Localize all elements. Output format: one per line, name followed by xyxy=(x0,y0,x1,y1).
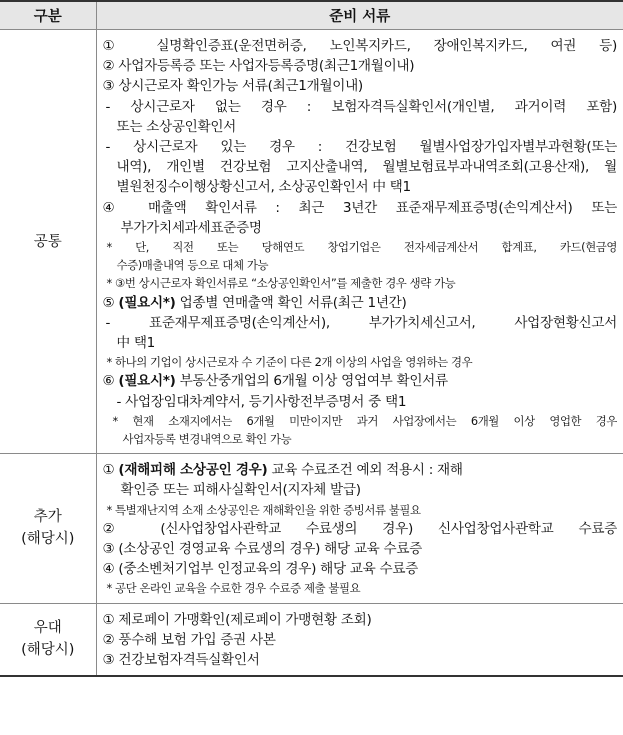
common-line-7: 내역), 개인별 건강보험 고지산출내역, 월별보험료부과내역조회(고용산재), 월 xyxy=(116,159,617,176)
common-note-3: * ③번 상시근로자 확인서류로 “소상공인확인서”를 제출한 경우 생략 가능 xyxy=(106,276,456,291)
category-common-label: 공통 xyxy=(33,233,62,250)
category-additional-label-2: (해당시) xyxy=(21,531,75,548)
common-note-4: * 하나의 기업이 상시근로자 수 기준이 다른 2개 이상의 사업을 영위하는 경우 xyxy=(106,355,473,370)
common-line-11-text: 업종별 연매출액 확인 서류(최근 1년간) xyxy=(179,294,407,311)
preferential-line-1: ① 제로페이 가맹확인(제로페이 가맹현황 조회) xyxy=(102,611,372,628)
preferential-line-2: ② 풍수해 보험 가입 증권 사본 xyxy=(102,631,276,648)
common-line-4: - 상시근로자 없는 경우 : 보험자격득실확인서(개인별, 과거이력 포함) xyxy=(105,98,617,115)
common-line-11-required: (필요시*) xyxy=(118,294,176,311)
common-note-5: * 현재 소재지에서는 6개월 미만이지만 과거 사업장에서는 6개월 이상 영업한 경우 xyxy=(112,413,617,428)
additional-line-5: ④ (중소벤처기업부 인정교육의 경우) 해당 교육 수료증 xyxy=(102,561,418,578)
additional-line-1 xyxy=(103,460,618,480)
additional-line-1-text: 교육 수료조건 예외 적용시 : 재해 xyxy=(271,462,463,479)
table-header-row xyxy=(0,1,623,30)
common-line-14-number: ⑥ xyxy=(102,373,115,390)
common-line-2: ② 사업자등록증 또는 사업자등록증명(최근1개월이내) xyxy=(102,58,415,75)
header-documents: 준비 서류 xyxy=(96,1,623,30)
common-line-9: ④ 매출액 확인서류 : 최근 3년간 표준재무제표증명(손익계산서) 또는 xyxy=(102,199,617,216)
additional-documents xyxy=(96,454,623,603)
additional-line-2: 확인증 또는 피해사실확인서(지자체 발급) xyxy=(120,482,361,499)
common-line-5: 또는 소상공인확인서 xyxy=(116,118,237,135)
common-line-14-required: (필요시*) xyxy=(118,373,176,390)
common-line-8: 별원천징수이행상황신고서, 소상공인확인서 中 택1 xyxy=(116,179,411,196)
additional-line-1-condition: (재해피해 소상공인 경우) xyxy=(118,462,268,479)
common-line-11-number: ⑤ xyxy=(102,294,115,311)
row-common xyxy=(0,30,623,454)
common-line-14 xyxy=(103,371,618,391)
common-line-12: - 표준재무제표증명(손익계산서), 부가가치세신고서, 사업장현황신고서 xyxy=(105,314,617,331)
common-note-1: * 단, 직전 또는 당해연도 창업기업은 전자세금계산서 합계표, 카드(현금영 xyxy=(106,240,617,255)
common-line-14-text: 부동산중개업의 6개월 이상 영업여부 확인서류 xyxy=(179,373,448,390)
preferential-line-3: ③ 건강보험자격득실확인서 xyxy=(102,652,260,669)
common-note-2: 수증)매출내역 등으로 대체 가능 xyxy=(116,258,269,273)
additional-line-4: ③ (소상공인 경영교육 수료생의 경우) 해당 교육 수료증 xyxy=(102,541,423,558)
category-common xyxy=(0,30,96,454)
additional-note-1: * 특별재난지역 소재 소상공인은 재해확인을 위한 증빙서류 불필요 xyxy=(106,502,421,517)
common-line-6: - 상시근로자 있는 경우 : 건강보험 월별사업장가입자별부과현황(또는 xyxy=(105,139,617,156)
common-documents xyxy=(96,30,623,454)
row-additional xyxy=(0,454,623,603)
header-category: 구분 xyxy=(0,1,96,30)
category-additional-label-1: 추가 xyxy=(33,509,62,526)
additional-line-3: ② (신사업창업사관학교 수료생의 경우) 신사업창업사관학교 수료증 xyxy=(102,520,617,537)
category-preferential-label-2: (해당시) xyxy=(21,642,75,659)
category-additional xyxy=(0,454,96,603)
category-preferential-label-1: 우대 xyxy=(33,620,62,637)
additional-line-1-number: ① xyxy=(102,462,115,479)
common-line-10: 부가가치세과세표준증명 xyxy=(120,219,262,236)
common-line-11 xyxy=(103,293,618,313)
common-line-15: - 사업장임대차계약서, 등기사항전부증명서 중 택1 xyxy=(116,393,407,410)
additional-note-2: * 공단 온라인 교육을 수료한 경우 수료증 제출 불필요 xyxy=(106,581,361,596)
common-line-1: ① 실명확인증표(운전면허증, 노인복지카드, 장애인복지카드, 여권 등) xyxy=(102,38,617,54)
row-preferential xyxy=(0,603,623,676)
common-note-6: 사업자등록 변경내역으로 확인 가능 xyxy=(122,432,292,447)
preferential-documents xyxy=(96,603,623,676)
common-line-13: 中 택1 xyxy=(116,335,155,352)
category-preferential xyxy=(0,603,96,676)
common-line-3: ③ 상시근로자 확인가능 서류(최근1개월이내) xyxy=(102,78,363,95)
